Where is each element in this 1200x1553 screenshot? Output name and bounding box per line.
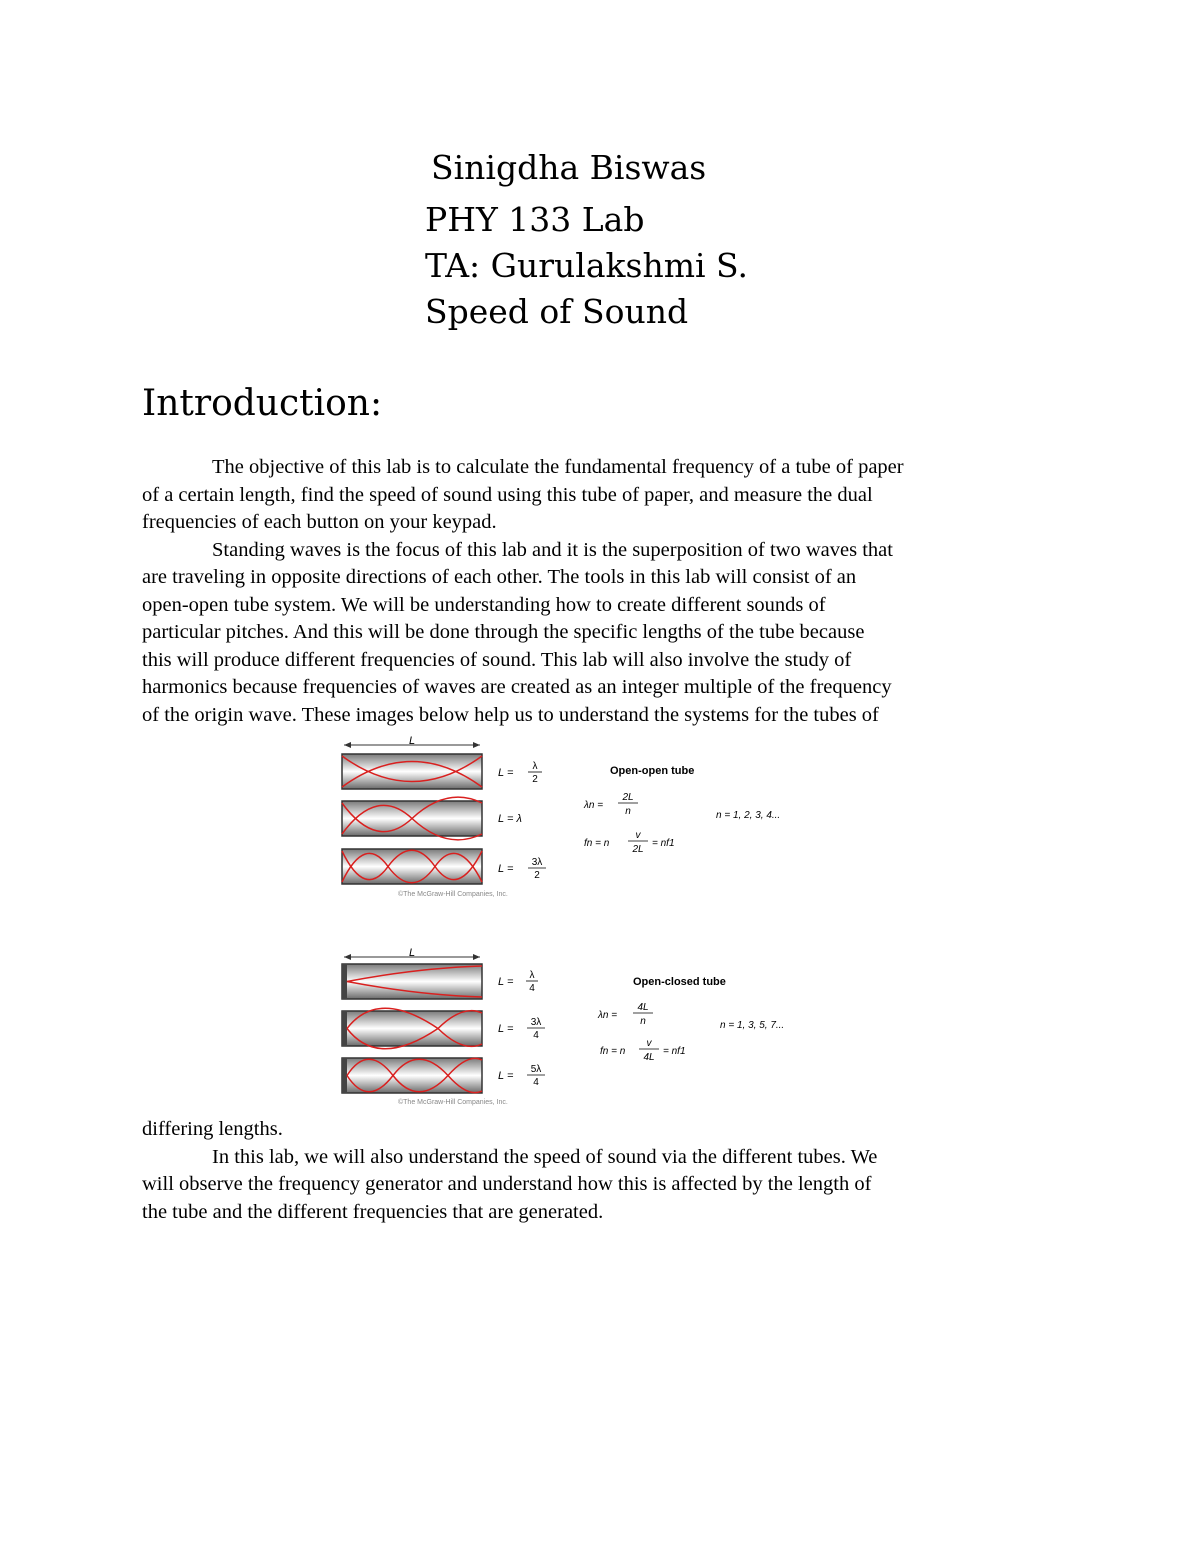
row-label-den: 4 xyxy=(529,983,535,994)
equation-rhs: = nf1 xyxy=(652,838,675,849)
equation-frequency: fn = n xyxy=(600,1046,626,1057)
equation-den: 4L xyxy=(643,1052,655,1063)
row-label: L = xyxy=(498,1023,514,1035)
row-label: L = λ xyxy=(498,813,522,825)
row-label: L = xyxy=(498,767,514,779)
course-name: PHY 133 Lab xyxy=(425,200,645,239)
equation-den: 2L xyxy=(632,844,644,855)
introduction-heading: Introduction: xyxy=(142,383,383,424)
row-label-num: 5λ xyxy=(530,1064,542,1075)
paragraph-objective xyxy=(142,454,1062,729)
dimension-label: L xyxy=(408,948,416,959)
equation-frequency: fn = n xyxy=(584,838,610,849)
row-label-num: 3λ xyxy=(531,857,543,868)
paragraph-line: frequencies of each button on your keypad. xyxy=(142,511,497,533)
open-open-diagram xyxy=(338,736,818,904)
ta-name: TA: Gurulakshmi S. xyxy=(425,246,748,285)
equation-rhs: = nf1 xyxy=(663,1046,686,1057)
paragraph-line: open-open tube system. We will be understanding how to create different sounds of xyxy=(142,593,826,616)
figure-open-open-tube xyxy=(338,736,818,909)
paragraph-continued xyxy=(142,1116,1062,1226)
equation-den: n xyxy=(625,806,631,817)
tube-2 xyxy=(342,1011,482,1046)
equation-den: n xyxy=(640,1016,646,1027)
equation-num: 2L xyxy=(622,792,634,803)
paragraph-line: harmonics because frequencies of waves are created as an integer multiple of the frequency xyxy=(142,676,892,698)
paragraph-line: will observe the frequency generator and understand how this is affected by the length of xyxy=(142,1173,872,1195)
tube-1 xyxy=(342,754,482,789)
paragraph-line: the tube and the different frequencies that are generated. xyxy=(142,1200,604,1223)
author-name: Sinigdha Biswas xyxy=(431,148,707,187)
equation-num: v xyxy=(646,1038,652,1049)
tube-1 xyxy=(342,964,482,999)
row-label: L = xyxy=(498,1070,514,1082)
paragraph-line: of the origin wave. These images below help us to understand the systems for the tubes of xyxy=(142,703,879,726)
paragraph-line: are traveling in opposite directions of each other. The tools in this lab will consist of an xyxy=(142,566,857,588)
row-label-num: λ xyxy=(532,761,538,772)
row-label-den: 2 xyxy=(532,774,538,785)
document-title: Speed of Sound xyxy=(425,292,689,331)
row-label-den: 4 xyxy=(533,1077,539,1088)
row-label-den: 2 xyxy=(534,870,540,881)
n-values: n = 1, 3, 5, 7... xyxy=(720,1020,785,1031)
figure-title: Open-closed tube xyxy=(633,976,726,988)
copyright: ©The McGraw-Hill Companies, Inc. xyxy=(398,1099,508,1106)
dimension-label: L xyxy=(408,736,416,747)
figure-open-closed-tube xyxy=(338,948,818,1113)
row-label: L = xyxy=(498,863,514,875)
paragraph-line: Standing waves is the focus of this lab and it is the superposition of two waves that xyxy=(212,538,893,561)
paragraph-line: differing lengths. xyxy=(142,1118,283,1140)
open-closed-diagram xyxy=(338,948,818,1108)
paragraph-line: In this lab, we will also understand the speed of sound via the different tubes. We xyxy=(212,1145,878,1168)
equation-lambda: λn = xyxy=(598,1010,618,1021)
row-label: L = xyxy=(498,976,514,988)
equation-lambda: λn = xyxy=(584,800,604,811)
paragraph-line: this will produce different frequencies of sound. This lab will also involve the study of xyxy=(142,648,852,671)
paragraph-line: The objective of this lab is to calculate the fundamental frequency of a tube of paper xyxy=(212,456,904,478)
row-label-num: λ xyxy=(529,970,535,981)
n-values: n = 1, 2, 3, 4... xyxy=(716,810,781,821)
equation-num: 4L xyxy=(637,1002,649,1013)
row-label-den: 4 xyxy=(533,1030,539,1041)
copyright: ©The McGraw-Hill Companies, Inc. xyxy=(398,891,508,898)
equation-num: v xyxy=(635,830,641,841)
paragraph-line: of a certain length, find the speed of sound using this tube of paper, and measure the dual xyxy=(142,483,873,506)
figure-title: Open-open tube xyxy=(610,765,695,777)
row-label-num: 3λ xyxy=(530,1017,542,1028)
paragraph-line: particular pitches. And this will be done through the specific lengths of the tube because xyxy=(142,621,865,643)
